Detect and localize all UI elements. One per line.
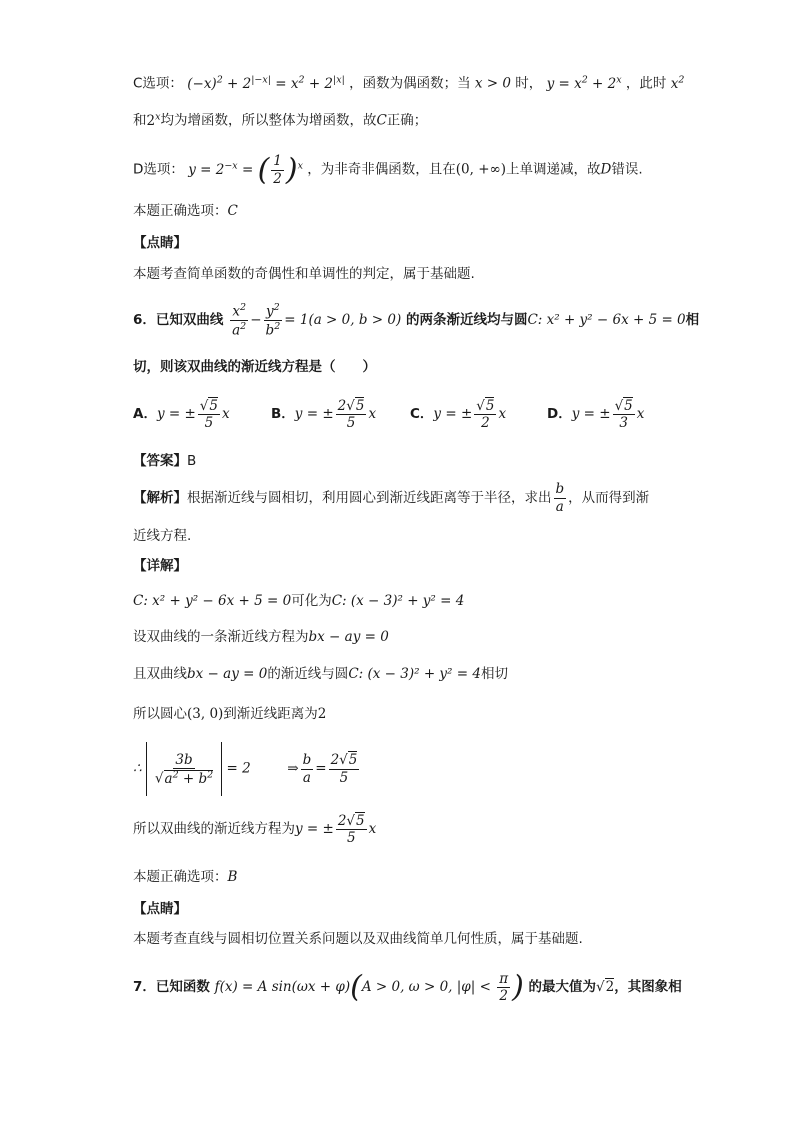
d-option-interval: (0, +∞) [455,161,507,178]
analysis-tag: 【解析】 [133,490,187,506]
answer-tag: 【答案】 [133,453,187,469]
q6-correct-value: B [227,869,238,885]
detail-math: C: (x − 3)² + y² = 4 [331,593,465,609]
c-option-text: ，函数为偶函数；当 [349,75,471,92]
q6-option-a[interactable]: A．y = ± $\frac{√5}{5}$ x [133,397,230,431]
d-option-text: 上单调递减，故 [506,161,601,178]
q7-max: √2 [596,979,615,995]
c-option-text: 和 [133,112,147,129]
q6-stem: 相 [685,312,700,328]
detail-math: bx − ay = 0 [187,666,268,682]
detail-text: 所以圆心 [133,706,187,722]
q7-function: f(x) = A sin(ωx + φ)(A > 0, ω > 0, |φ| < $\frac{\pi}{2}$ ) [214,969,524,1005]
d-option-letter: D [600,161,612,178]
q6-analysis-line2: 近线方程. [133,528,192,544]
c-option-text: ，此时 [625,75,667,92]
d-option-label: D选项： [133,161,184,178]
q6-detail-step6: 所以双曲线的渐近线方程为y = ± $\frac{2√5}{5}$ x [133,812,377,846]
detail-math: 2 [317,706,327,722]
q5-comment-heading: 【点睛】 [133,235,187,251]
q5-correct-option [133,201,238,221]
q6-option-c[interactable]: C．y = ± $\frac{√5}{2}$ x [410,397,507,431]
detail-text: 设双曲线的一条渐近线方程为 [133,629,309,645]
detail-text: 相切 [480,666,508,682]
q6-option-label: A． [133,406,157,422]
q6-detail-step4 [133,704,326,724]
detail-text: 的渐近线与圆 [267,666,349,682]
q6-comment-body: 本题考查直线与圆相切位置关系问题以及双曲线简单几何性质，属于基础题. [133,931,583,947]
c-option-equation: $(-x)^2 + 2^{|-x|} = x^2 + 2^{|x|}$ [187,74,345,92]
c-option-line1 [133,70,684,94]
detail-math: C: (x − 3)² + y² = 4 [348,666,481,682]
d-option-line [133,148,643,188]
c-option-tail: $x^2$ [670,74,685,92]
c-option-condition: x > 0 [474,75,511,92]
q6-correct-option [133,867,237,887]
detail-text: 且双曲线 [133,666,187,682]
analysis-text: 根据渐近线与圆相切，利用圆心到渐近线距离等于半径，求出 [187,490,552,506]
q6-answer [133,451,196,471]
c-option-text: 时， [515,75,543,92]
q6-detail-step5: ∴ $\frac{3b}{√a^2 + b^2}$ = 2 ⇒ $\frac{b}{a}$ = $\frac{2√5}{5}$ [133,742,361,796]
q7-stem-text: 已知函数 [155,979,210,995]
analysis-text: ，从而得到渐 [568,490,650,506]
q6-circle-equation: C: x² + y² − 6x + 5 = 0 [527,312,686,328]
q6-detail-step1 [133,591,464,611]
q6-detail-step2 [133,627,389,647]
c-option-text: 正确； [386,112,428,129]
detail-math: (3, 0) [187,706,224,722]
q6-comment-heading: 【点睛】 [133,901,187,917]
q6-stem-line1 [133,300,699,340]
q6-option-b[interactable]: B．y = ± $\frac{2√5}{5}$ x [271,397,377,431]
detail-text: 所以双曲线的渐近线方程为 [133,821,295,837]
c-option-term: 2$^x$ [146,111,161,129]
c-option-letter: C [376,112,387,129]
q5-correct-label: 本题正确选项： [133,203,228,219]
q6-option-label: B． [271,406,295,422]
d-option-equation: $y = 2^{-x}$ = ( $\frac{1}{2}$ )$^x$ [188,152,303,187]
q6-hyperbola-equation: $\frac{x^2}{a^2}$ − $\frac{y^2}{b^2}$ = 1(a > 0, b > 0) [232,302,402,339]
q6-detail-step3 [133,664,508,684]
q5-comment-body: 本题考查简单函数的奇偶性和单调性的判定，属于基础题. [133,266,475,282]
d-option-text: ，为非奇非偶函数，且在 [307,161,456,178]
q6-detail-heading: 【详解】 [133,558,187,574]
c-option-text: 均为增函数，所以整体为增函数，故 [160,112,377,129]
q6-stem: 的两条渐近线均与圆 [405,312,528,328]
q6-number: 6． [133,312,156,328]
q6-correct-label: 本题正确选项： [133,869,228,885]
q6-option-d[interactable]: D．y = ± $\frac{√5}{3}$ x [547,397,645,431]
q6-stem-line2: 切，则该双曲线的渐近线方程是（ ） [133,359,376,375]
d-option-text: 错误. [611,161,643,178]
answer-value: B [187,453,197,469]
q7-stem-text: ，其图象相 [614,979,682,995]
q7-number: 7． [133,979,156,995]
detail-math: C: x² + y² − 6x + 5 = 0 [133,593,292,609]
detail-text: 到渐近线距离为 [223,706,318,722]
c-option-function: $y = x^2 + 2^x$ [546,74,622,92]
q7-stem [133,966,682,1009]
q5-correct-value: C [227,203,238,219]
c-option-label: C选项： [133,75,183,92]
c-option-line2 [133,107,427,131]
detail-math: bx − ay = 0 [308,629,389,645]
detail-text: 可化为 [291,593,332,609]
q6-option-label: D． [547,406,572,422]
q6-stem: 已知双曲线 [155,312,224,328]
q6-option-label: C． [410,406,434,422]
q7-stem-text: 的最大值为 [528,979,596,995]
q6-analysis-line1: 【解析】根据渐近线与圆相切，利用圆心到渐近线距离等于半径，求出 $\frac{b}{a}$ ，从而得到渐 [133,481,650,515]
